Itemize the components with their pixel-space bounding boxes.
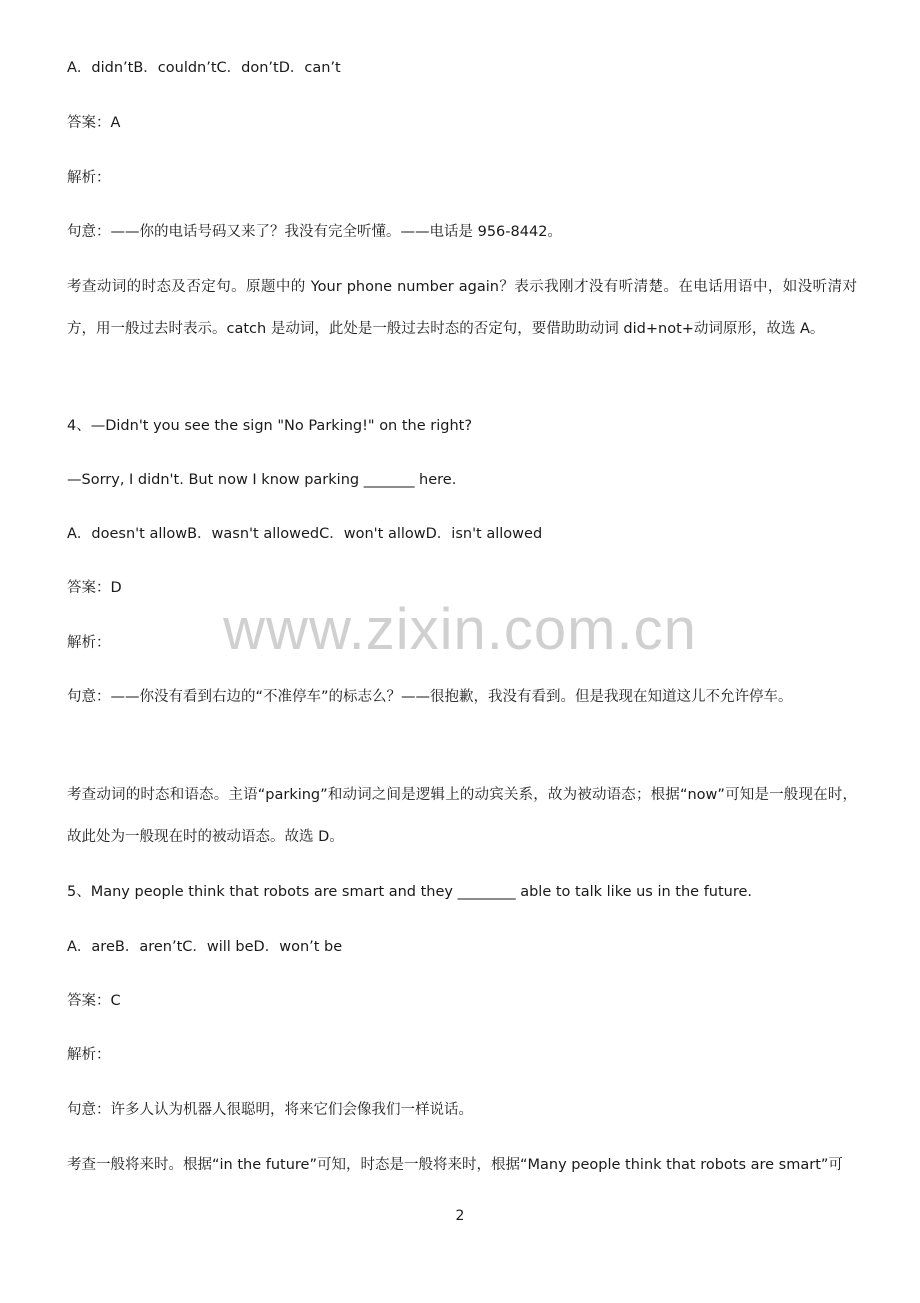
q3-explanation: 考查动词的时态及否定句。原题中的 Your phone number again？表示我刚才没有听清楚。在电话用语中，如没听清对方，用一般过去时表示。catch 是动词，此处是一般过去时态的否定句，要借助助动词 did+not+动词原形，故选 A。 [67,279,857,337]
q4-question: 4、—Didn't you see the sign "No Parking!" on the right? [67,418,473,434]
q3-options: A．didn’tB．couldn’tC．don’tD．can’t [67,60,341,76]
q3-meaning: 句意：——你的电话号码又来了？我没有完全听懂。——电话是 956-8442。 [67,224,562,240]
q4-explanation: 考查动词的时态和语态。主语“parking”和动词之间是逻辑上的动宾关系，故为被动语态；根据“now”可知是一般现在时，故此处为一般现在时的被动语态。故选 D。 [67,787,857,845]
q4-answer: 答案：D [67,580,122,596]
q3-answer: 答案：A [67,115,121,131]
q5-question: 5、Many people think that robots are smart and they ________ able to talk like us in the future. [67,884,753,900]
q5-explanation: 考查一般将来时。根据“in the future”可知，时态是一般将来时，根据“Many people think that robots are smart”可 [67,1157,843,1173]
q4-reply: —Sorry, I didn't. But now I know parking _______ here. [67,472,457,488]
q5-answer: 答案：C [67,993,121,1009]
q4-analysis-label: 解析： [67,635,111,651]
q5-options: A．areB．aren’tC．will beD．won’t be [67,939,343,955]
q5-meaning: 句意：许多人认为机器人很聪明，将来它们会像我们一样说话。 [67,1102,473,1118]
watermark: www.zixin.com.cn [223,597,697,662]
page-number: 2 [455,1208,465,1224]
q4-options: A．doesn't allowB．wasn't allowedC．won't allowD．isn't allowed [67,526,543,542]
q3-analysis-label: 解析： [67,170,111,186]
q4-meaning: 句意：——你没有看到右边的“不准停车”的标志么？——很抱歉，我没有看到。但是我现在知道这儿不允许停车。 [67,689,793,705]
q5-analysis-label: 解析： [67,1047,111,1063]
